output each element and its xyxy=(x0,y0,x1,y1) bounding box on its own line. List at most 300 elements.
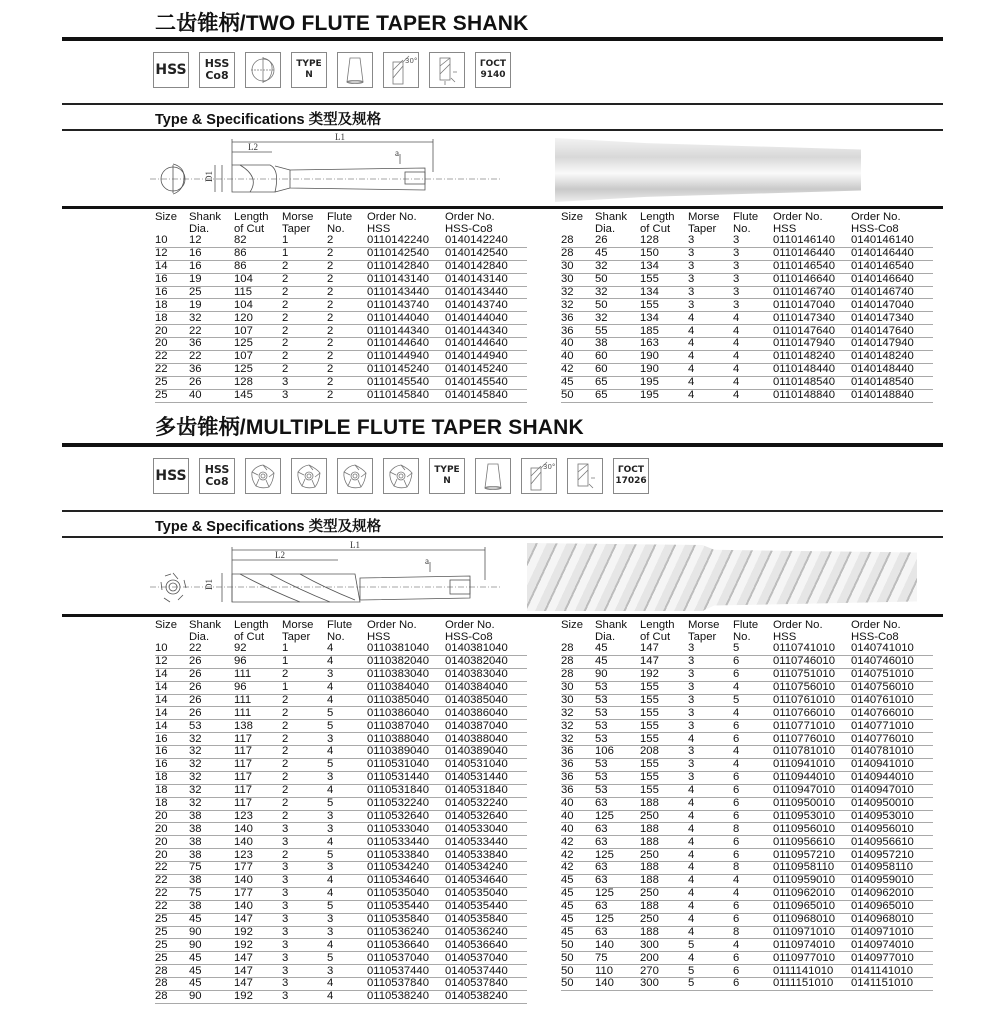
table-cell: 45 xyxy=(561,913,595,926)
table-cell: 0110533840 xyxy=(367,849,445,862)
table-cell: 163 xyxy=(640,338,688,351)
table-cell: 4 xyxy=(688,376,733,389)
table-cell: 0140144340 xyxy=(445,325,527,338)
table-cell: 0140146740 xyxy=(851,286,933,299)
table-cell: 3 xyxy=(688,694,733,707)
table-cell: 3 xyxy=(688,643,733,655)
table-cell: 18 xyxy=(155,771,189,784)
table-row xyxy=(561,694,933,707)
l1-label: L1 xyxy=(335,132,345,142)
table-cell: 20 xyxy=(155,338,189,351)
table-cell: 120 xyxy=(234,312,282,325)
table-cell: 14 xyxy=(155,694,189,707)
column-header xyxy=(445,618,527,643)
table-cell: 125 xyxy=(595,849,640,862)
table-cell: 1 xyxy=(282,655,327,668)
table-cell: 86 xyxy=(234,260,282,273)
table-row xyxy=(155,376,527,389)
table-cell: 40 xyxy=(561,797,595,810)
table-cell: 5 xyxy=(327,707,367,720)
table-row xyxy=(561,849,933,862)
table-cell: 188 xyxy=(640,862,688,875)
table-cell: 2 xyxy=(327,235,367,247)
taper-shank-icon xyxy=(475,458,511,494)
table-cell: 22 xyxy=(155,887,189,900)
table-cell: 0110974010 xyxy=(773,939,851,952)
table-top-rule xyxy=(62,206,943,209)
table-row xyxy=(561,235,933,247)
table-top-rule xyxy=(62,614,943,617)
table-cell: 4 xyxy=(688,351,733,364)
table-cell: 0110959010 xyxy=(773,875,851,888)
table-cell: 3 xyxy=(282,875,327,888)
table-cell: 0140535040 xyxy=(445,887,527,900)
two-flute-cross-section-icon xyxy=(245,52,281,88)
table-cell: 0110953010 xyxy=(773,810,851,823)
table-cell: 0110142240 xyxy=(367,235,445,247)
column-header-line: HSS-Co8 xyxy=(445,631,493,643)
table-cell: 0110385040 xyxy=(367,694,445,707)
table-cell: 4 xyxy=(733,389,773,402)
table-cell: 12 xyxy=(155,655,189,668)
icon-text: ГОСТ xyxy=(479,58,507,69)
helix-30-degree-icon-glyph xyxy=(385,54,417,86)
table-cell: 26 xyxy=(189,376,234,389)
table-cell: 0140965010 xyxy=(851,900,933,913)
table-cell: 0110144640 xyxy=(367,338,445,351)
table-cell: 14 xyxy=(155,720,189,733)
table-cell: 4 xyxy=(327,939,367,952)
table-row xyxy=(155,273,527,286)
taper-shank-icon-glyph xyxy=(477,460,509,492)
column-header-line: Length xyxy=(234,619,269,631)
column-header-line: Morse xyxy=(688,211,720,223)
table-cell: 53 xyxy=(189,720,234,733)
table-cell: 0140535440 xyxy=(445,900,527,913)
column-header-line: Size xyxy=(561,211,583,223)
column-header-line: No. xyxy=(733,223,751,235)
table-cell: 26 xyxy=(189,707,234,720)
table-cell: 6 xyxy=(733,836,773,849)
column-header-line: Order No. xyxy=(445,619,495,631)
column-header-line: HSS xyxy=(773,631,797,643)
table-cell: 2 xyxy=(282,784,327,797)
table-cell: 36 xyxy=(189,363,234,376)
table-row xyxy=(155,668,527,681)
table-cell: 6 xyxy=(733,913,773,926)
table-cell: 0110147940 xyxy=(773,338,851,351)
column-header-line: Dia. xyxy=(595,223,616,235)
table-cell: 155 xyxy=(640,784,688,797)
table-cell: 1 xyxy=(282,681,327,694)
table-cell: 0140146640 xyxy=(851,273,933,286)
table-cell: 32 xyxy=(189,312,234,325)
table-cell: 3 xyxy=(327,810,367,823)
table-cell: 250 xyxy=(640,887,688,900)
table-cell: 117 xyxy=(234,784,282,797)
table-cell: 0140771010 xyxy=(851,720,933,733)
table-cell: 0140142840 xyxy=(445,260,527,273)
column-header-line: Dia. xyxy=(595,631,616,643)
table-cell: 63 xyxy=(595,797,640,810)
table-cell: 4 xyxy=(327,836,367,849)
table-cell: 10 xyxy=(155,235,189,247)
table-cell: 28 xyxy=(561,247,595,260)
table-cell: 106 xyxy=(595,746,640,759)
column-header-line: Order No. xyxy=(851,211,901,223)
table-cell: 16 xyxy=(189,260,234,273)
table-cell: 0140741010 xyxy=(851,643,933,655)
table-row xyxy=(155,849,527,862)
table-cell: 32 xyxy=(189,771,234,784)
table-cell: 0140959010 xyxy=(851,875,933,888)
table-cell: 28 xyxy=(561,655,595,668)
table-cell: 0140535840 xyxy=(445,913,527,926)
table-row xyxy=(561,299,933,312)
table-cell: 4 xyxy=(688,363,733,376)
table-row xyxy=(155,887,527,900)
table-cell: 0110146740 xyxy=(773,286,851,299)
table-cell: 6 xyxy=(733,720,773,733)
table-cell: 3 xyxy=(733,260,773,273)
table-row xyxy=(155,746,527,759)
table-cell: 5 xyxy=(327,849,367,862)
table-cell: 188 xyxy=(640,836,688,849)
table-cell: 155 xyxy=(640,733,688,746)
table-cell: 2 xyxy=(282,849,327,862)
table-cell: 3 xyxy=(282,978,327,991)
table-cell: 75 xyxy=(595,952,640,965)
table-cell: 2 xyxy=(327,338,367,351)
table-cell: 125 xyxy=(595,887,640,900)
table-cell: 18 xyxy=(155,299,189,312)
table-cell: 0140389040 xyxy=(445,746,527,759)
table-cell: 4 xyxy=(688,900,733,913)
table-cell: 5 xyxy=(327,797,367,810)
table-cell: 125 xyxy=(234,338,282,351)
gost-standard-icon xyxy=(613,458,649,494)
table-cell: 0110968010 xyxy=(773,913,851,926)
table-cell: 3 xyxy=(282,823,327,836)
table-cell: 0140776010 xyxy=(851,733,933,746)
taper-shank-icon-glyph xyxy=(339,54,371,86)
table-row xyxy=(561,771,933,784)
table-cell: 3 xyxy=(688,759,733,772)
table-cell: 92 xyxy=(234,643,282,655)
table-cell: 0110537440 xyxy=(367,965,445,978)
table-cell: 188 xyxy=(640,823,688,836)
table-row xyxy=(561,643,933,655)
table-cell: 0110147340 xyxy=(773,312,851,325)
table-cell: 3 xyxy=(282,836,327,849)
table-cell: 40 xyxy=(561,810,595,823)
table-cell: 134 xyxy=(640,286,688,299)
table-cell: 195 xyxy=(640,376,688,389)
table-cell: 53 xyxy=(595,681,640,694)
column-header-line: of Cut xyxy=(640,223,671,235)
table-cell: 18 xyxy=(155,797,189,810)
table-cell: 0110381040 xyxy=(367,643,445,655)
table-row xyxy=(155,784,527,797)
table-cell: 140 xyxy=(234,875,282,888)
table-cell: 38 xyxy=(189,849,234,862)
table-cell: 300 xyxy=(640,978,688,991)
table-cell: 190 xyxy=(640,363,688,376)
table-cell: 0140746010 xyxy=(851,655,933,668)
d1-label: D1 xyxy=(204,171,214,182)
table-cell: 2 xyxy=(282,299,327,312)
table-cell: 0110147640 xyxy=(773,325,851,338)
table-cell: 140 xyxy=(234,823,282,836)
table-cell: 188 xyxy=(640,926,688,939)
table-cell: 0110534640 xyxy=(367,875,445,888)
column-header xyxy=(445,210,527,235)
table-cell: 0140533840 xyxy=(445,849,527,862)
table-cell: 50 xyxy=(561,939,595,952)
table-cell: 4 xyxy=(688,849,733,862)
table-cell: 3 xyxy=(327,913,367,926)
hss-icon xyxy=(153,52,189,88)
column-header xyxy=(189,210,234,235)
table-row xyxy=(561,797,933,810)
three-flute-cross-section-icon-glyph xyxy=(247,460,279,492)
table-cell: 0110148240 xyxy=(773,351,851,364)
table-cell: 36 xyxy=(561,312,595,325)
table-row xyxy=(561,312,933,325)
table-cell: 270 xyxy=(640,965,688,978)
table-cell: 3 xyxy=(327,926,367,939)
table-cell: 32 xyxy=(189,759,234,772)
column-header-line: of Cut xyxy=(640,631,671,643)
table-cell: 0110751010 xyxy=(773,668,851,681)
column-header-line: Order No. xyxy=(367,619,417,631)
table-cell: 0140144040 xyxy=(445,312,527,325)
table-cell: 0140957210 xyxy=(851,849,933,862)
table-row xyxy=(155,926,527,939)
table-cell: 18 xyxy=(155,312,189,325)
column-header-line: Morse xyxy=(282,619,314,631)
table-cell: 4 xyxy=(688,312,733,325)
table-cell: 4 xyxy=(688,862,733,875)
table-cell: 32 xyxy=(561,733,595,746)
table-cell: 30 xyxy=(561,681,595,694)
table-cell: 0140387040 xyxy=(445,720,527,733)
table-cell: 0110531840 xyxy=(367,784,445,797)
table-cell: 0140143140 xyxy=(445,273,527,286)
column-header-line: No. xyxy=(733,631,751,643)
table-row xyxy=(155,862,527,875)
table-cell: 0140147340 xyxy=(851,312,933,325)
table-cell: 138 xyxy=(234,720,282,733)
table-row xyxy=(155,351,527,364)
table-cell: 22 xyxy=(155,862,189,875)
table-row xyxy=(561,338,933,351)
table-cell: 3 xyxy=(688,286,733,299)
table-cell: 5 xyxy=(688,939,733,952)
table-cell: 2 xyxy=(282,260,327,273)
table-row xyxy=(155,875,527,888)
table-cell: 192 xyxy=(234,939,282,952)
table-cell: 26 xyxy=(189,694,234,707)
table-cell: 90 xyxy=(189,926,234,939)
center-cutting-icon xyxy=(429,52,465,88)
table-row xyxy=(561,247,933,260)
table-cell: 0140147940 xyxy=(851,338,933,351)
subtitle-top-rule xyxy=(62,103,943,105)
table-cell: 4 xyxy=(733,325,773,338)
icon-text: N xyxy=(443,476,451,486)
column-header xyxy=(595,210,640,235)
table-cell: 0110533040 xyxy=(367,823,445,836)
table-cell: 2 xyxy=(327,351,367,364)
table-cell: 117 xyxy=(234,746,282,759)
table-cell: 3 xyxy=(282,965,327,978)
table-cell: 3 xyxy=(282,991,327,1004)
table-cell: 90 xyxy=(595,668,640,681)
table-cell: 107 xyxy=(234,325,282,338)
table-row xyxy=(561,286,933,299)
table-cell: 4 xyxy=(688,338,733,351)
table-cell: 192 xyxy=(234,991,282,1004)
table-cell: 26 xyxy=(189,668,234,681)
table-cell: 42 xyxy=(561,849,595,862)
table-cell: 0140146140 xyxy=(851,235,933,247)
table-cell: 16 xyxy=(155,759,189,772)
table-cell: 0140147040 xyxy=(851,299,933,312)
table-cell: 4 xyxy=(327,746,367,759)
table-cell: 0140388040 xyxy=(445,733,527,746)
table-cell: 0110741010 xyxy=(773,643,851,655)
four-flute-cross-section-icon-glyph xyxy=(293,460,325,492)
table-cell: 20 xyxy=(155,836,189,849)
table-row xyxy=(561,875,933,888)
table-cell: 40 xyxy=(561,823,595,836)
table-cell: 40 xyxy=(561,351,595,364)
table-cell: 16 xyxy=(155,273,189,286)
table-row xyxy=(155,338,527,351)
table-cell: 25 xyxy=(155,389,189,402)
table-cell: 2 xyxy=(327,260,367,273)
table-cell: 4 xyxy=(688,836,733,849)
table-cell: 38 xyxy=(595,338,640,351)
icon-text: HSS xyxy=(155,468,187,484)
table-cell: 155 xyxy=(640,759,688,772)
table-cell: 0140751010 xyxy=(851,668,933,681)
table-cell: 28 xyxy=(155,965,189,978)
table-cell: 14 xyxy=(155,668,189,681)
column-header xyxy=(561,210,595,235)
helix-30-degree-icon xyxy=(383,52,419,88)
table-cell: 0140533440 xyxy=(445,836,527,849)
table-row xyxy=(561,325,933,338)
table-cell: 0110536240 xyxy=(367,926,445,939)
table-cell: 2 xyxy=(282,694,327,707)
table-cell: 0110534240 xyxy=(367,862,445,875)
table-cell: 20 xyxy=(155,823,189,836)
table-cell: 22 xyxy=(155,900,189,913)
table-cell: 0140956010 xyxy=(851,823,933,836)
table-cell: 104 xyxy=(234,299,282,312)
table-cell: 63 xyxy=(595,836,640,849)
table-row xyxy=(561,260,933,273)
table-cell: 16 xyxy=(155,286,189,299)
table-cell: 0110950010 xyxy=(773,797,851,810)
table-cell: 0140761010 xyxy=(851,694,933,707)
table-cell: 25 xyxy=(155,913,189,926)
table-cell: 32 xyxy=(561,286,595,299)
column-header-line: HSS-Co8 xyxy=(851,631,899,643)
non-center-cutting-icon-glyph xyxy=(569,460,601,492)
table-cell: 3 xyxy=(282,926,327,939)
column-header-line: Length xyxy=(234,211,269,223)
table-cell: 123 xyxy=(234,810,282,823)
column-header-line: of Cut xyxy=(234,223,265,235)
table-cell: 104 xyxy=(234,273,282,286)
table-cell: 4 xyxy=(733,376,773,389)
table-cell: 20 xyxy=(155,849,189,862)
column-header xyxy=(327,210,367,235)
table-cell: 65 xyxy=(595,376,640,389)
table-cell: 4 xyxy=(733,707,773,720)
table-cell: 0140766010 xyxy=(851,707,933,720)
table-row xyxy=(561,707,933,720)
table-cell: 4 xyxy=(733,746,773,759)
table-cell: 0140531040 xyxy=(445,759,527,772)
table-cell: 5 xyxy=(733,643,773,655)
table-cell: 45 xyxy=(595,247,640,260)
column-header-line: Taper xyxy=(688,223,717,235)
table-cell: 111 xyxy=(234,668,282,681)
table-cell: 4 xyxy=(327,978,367,991)
table-cell: 2 xyxy=(282,746,327,759)
table-cell: 38 xyxy=(189,900,234,913)
table-cell: 2 xyxy=(282,338,327,351)
table-cell: 147 xyxy=(234,978,282,991)
table-cell: 177 xyxy=(234,862,282,875)
table-cell: 188 xyxy=(640,797,688,810)
table-cell: 30 xyxy=(561,260,595,273)
table-cell: 26 xyxy=(189,681,234,694)
table-cell: 45 xyxy=(595,655,640,668)
table-cell: 0140384040 xyxy=(445,681,527,694)
table-cell: 155 xyxy=(640,720,688,733)
column-header xyxy=(155,618,189,643)
table-cell: 0110148540 xyxy=(773,376,851,389)
table-cell: 4 xyxy=(688,926,733,939)
table-cell: 0140143740 xyxy=(445,299,527,312)
table-cell: 3 xyxy=(327,823,367,836)
table-row xyxy=(561,389,933,402)
column-header xyxy=(189,618,234,643)
table-cell: 45 xyxy=(561,900,595,913)
section-title-multiple-flute: 多齿锥柄/MULTIPLE FLUTE TAPER SHANK xyxy=(155,416,584,439)
table-cell: 195 xyxy=(640,389,688,402)
table-cell: 117 xyxy=(234,797,282,810)
table-cell: 2 xyxy=(282,286,327,299)
table-row xyxy=(155,823,527,836)
table-cell: 38 xyxy=(189,810,234,823)
table-cell: 45 xyxy=(595,643,640,655)
table-cell: 38 xyxy=(189,836,234,849)
table-cell: 36 xyxy=(561,771,595,784)
table-cell: 3 xyxy=(688,668,733,681)
column-header xyxy=(733,618,773,643)
table-cell: 4 xyxy=(688,797,733,810)
table-cell: 96 xyxy=(234,681,282,694)
table-cell: 36 xyxy=(561,759,595,772)
table-cell: 2 xyxy=(282,312,327,325)
table-row xyxy=(561,887,933,900)
